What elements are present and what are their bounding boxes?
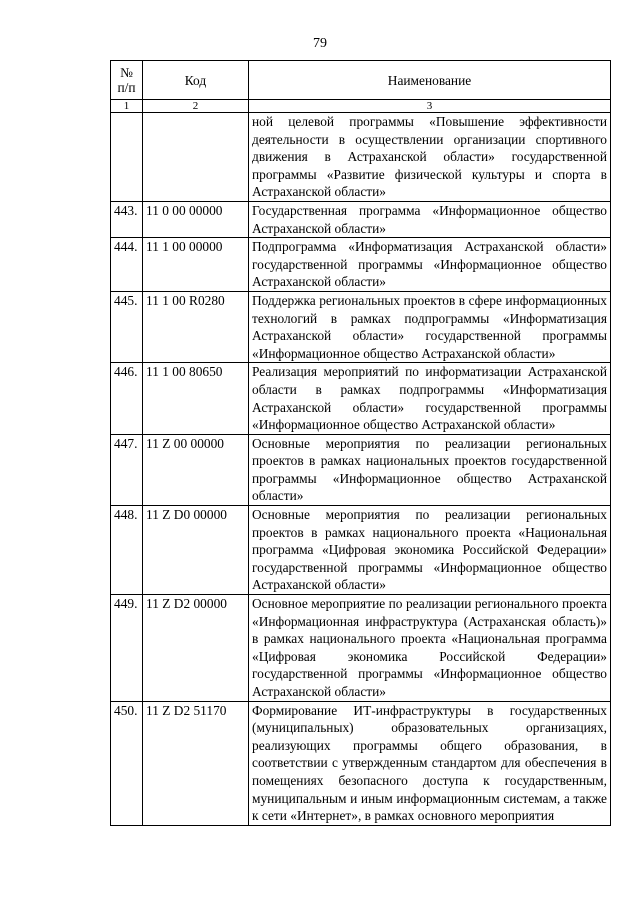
table-row — [111, 238, 611, 292]
table-header-row — [111, 61, 611, 100]
table-row — [111, 113, 611, 202]
row-code: 11 Z D0 00000 — [143, 506, 249, 595]
row-number — [111, 113, 143, 202]
row-number: 449. — [111, 595, 143, 702]
row-number: 450. — [111, 701, 143, 825]
row-code: 11 1 00 R0280 — [143, 291, 249, 362]
row-name: Основные мероприятия по реализации региональных проектов в рамках национального проекта «Национальная программа «Цифровая экономика Российской Федерации» государственной программы «Информационное общество Астраханской области» — [249, 506, 611, 595]
row-number: 446. — [111, 363, 143, 434]
row-name: Подпрограмма «Информатизация Астраханской области» государственной программы «Информационное общество Астраханской области» — [249, 238, 611, 292]
table-row — [111, 363, 611, 434]
table-row — [111, 201, 611, 237]
row-number: 447. — [111, 434, 143, 505]
table-row — [111, 506, 611, 595]
header-name: Наименование — [249, 61, 611, 100]
table-row — [111, 434, 611, 505]
row-code: 11 Z 00 00000 — [143, 434, 249, 505]
row-number: 445. — [111, 291, 143, 362]
row-code: 11 Z D2 00000 — [143, 595, 249, 702]
row-name: Реализация мероприятий по информатизации Астраханской области в рамках подпрограммы «Информатизация Астраханской области» государственной программы «Информационное общество Астраханской области» — [249, 363, 611, 434]
table-row — [111, 701, 611, 825]
row-code: 11 0 00 00000 — [143, 201, 249, 237]
column-index-3: 3 — [249, 100, 611, 113]
row-name: Государственная программа «Информационное общество Астраханской области» — [249, 201, 611, 237]
row-number: 448. — [111, 506, 143, 595]
table-row — [111, 595, 611, 702]
row-name: ной целевой программы «Повышение эффективности деятельности в осуществлении организации спортивного движения в Астраханской области» государственной программы «Развитие физической культуры и спорта в Астраханской области» — [249, 113, 611, 202]
row-code — [143, 113, 249, 202]
budget-classification-table — [110, 60, 611, 826]
column-index-1: 1 — [111, 100, 143, 113]
column-index-2: 2 — [143, 100, 249, 113]
page-number: 79 — [313, 36, 327, 51]
header-number: № п/п — [111, 61, 143, 100]
row-number: 443. — [111, 201, 143, 237]
row-name: Поддержка региональных проектов в сфере информационных технологий в рамках подпрограммы «Информатизация Астраханской области» государственной программы «Информационное общество Астраханской области» — [249, 291, 611, 362]
row-name: Основное мероприятие по реализации регионального проекта «Информационная инфраструктура (Астраханская область)» в рамках национального проекта «Национальная программа «Цифровая экономика Российской Федерации» государственной программы «Информационное общество Астраханской области» — [249, 595, 611, 702]
table-column-index-row — [111, 100, 611, 113]
row-code: 11 Z D2 51170 — [143, 701, 249, 825]
row-code: 11 1 00 00000 — [143, 238, 249, 292]
header-code: Код — [143, 61, 249, 100]
row-name: Основные мероприятия по реализации региональных проектов в рамках национальных проектов государственной программы «Информационное общество Астраханской области» — [249, 434, 611, 505]
table-row — [111, 291, 611, 362]
row-code: 11 1 00 80650 — [143, 363, 249, 434]
row-name: Формирование ИТ-инфраструктуры в государственных (муниципальных) образовательных организациях, реализующих программы общего образования, в соответствии с утвержденным стандартом для обеспечения в помещениях безопасного доступа к государственным, муниципальным и иным информационным системам, а также к сети «Интернет», в рамках основного мероприятия — [249, 701, 611, 825]
row-number: 444. — [111, 238, 143, 292]
